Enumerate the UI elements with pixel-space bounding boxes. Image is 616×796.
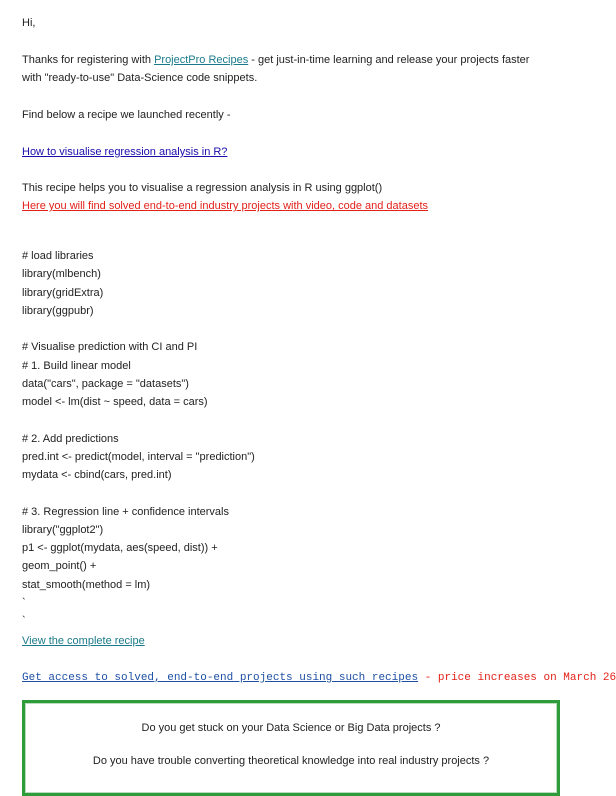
solved-projects-link[interactable]: Here you will find solved end-to-end industry projects with video, code and datasets bbox=[22, 200, 429, 212]
intro-after: - get just-in-time learning and release your projects faster with "ready-to-use" Data-Science code snippets. bbox=[22, 54, 530, 84]
code-line: # load libraries bbox=[22, 250, 94, 262]
code-line: ` bbox=[22, 615, 26, 627]
recipe-title-link-row bbox=[22, 143, 227, 161]
promo-question-1: Do you get stuck on your Data Science or Big Data projects ? bbox=[141, 722, 441, 734]
code-line: ` bbox=[22, 596, 26, 609]
code-line: mydata <- cbind(cars, pred.int) bbox=[22, 469, 172, 481]
promo-question-2: Do you have trouble converting theoretical knowledge into real industry projects ? bbox=[92, 755, 490, 767]
complete-recipe-row bbox=[22, 632, 145, 650]
code-line: library(mlbench) bbox=[22, 268, 101, 281]
code-line: # Visualise prediction with CI and PI bbox=[22, 341, 198, 354]
price-increase-note: - price increases on March 26 bbox=[418, 672, 616, 684]
cta-row bbox=[22, 669, 616, 687]
code-line: library("ggplot2") bbox=[22, 523, 104, 536]
code-line: pred.int <- predict(model, interval = "prediction") bbox=[22, 450, 255, 463]
projectpro-recipes-link[interactable]: ProjectPro Recipes bbox=[154, 54, 249, 66]
code-line: # 3. Regression line + confidence intervals bbox=[22, 505, 229, 518]
code-line: # 1. Build linear model bbox=[22, 359, 131, 372]
code-line: model <- lm(dist ~ speed, data = cars) bbox=[22, 396, 208, 408]
intro-paragraph bbox=[22, 51, 552, 87]
intro-before: Thanks for registering with bbox=[22, 54, 155, 66]
code-line: library(ggpubr) bbox=[22, 304, 94, 317]
projects-link-row bbox=[22, 197, 428, 215]
code-line: p1 <- ggplot(mydata, aes(speed, dist)) + bbox=[22, 542, 218, 554]
code-line: library(gridExtra) bbox=[22, 286, 104, 299]
find-below-text: Find below a recipe we launched recently - bbox=[22, 109, 231, 121]
promo-box bbox=[22, 700, 560, 796]
code-line: # 2. Add predictions bbox=[22, 432, 119, 445]
recipe-description: This recipe helps you to visualise a regression analysis in R using ggplot() bbox=[22, 182, 383, 194]
code-line: geom_point() + bbox=[22, 560, 97, 573]
recipe-title-link[interactable]: How to visualise regression analysis in R? bbox=[22, 146, 228, 158]
code-line: data("cars", package = "datasets") bbox=[22, 377, 189, 390]
get-access-projects-link[interactable]: Get access to solved, end-to-end projects using such recipes bbox=[22, 672, 419, 684]
code-line: stat_smooth(method = lm) bbox=[22, 578, 151, 591]
view-complete-recipe-link[interactable]: View the complete recipe bbox=[22, 635, 145, 647]
greeting: Hi, bbox=[22, 17, 36, 29]
